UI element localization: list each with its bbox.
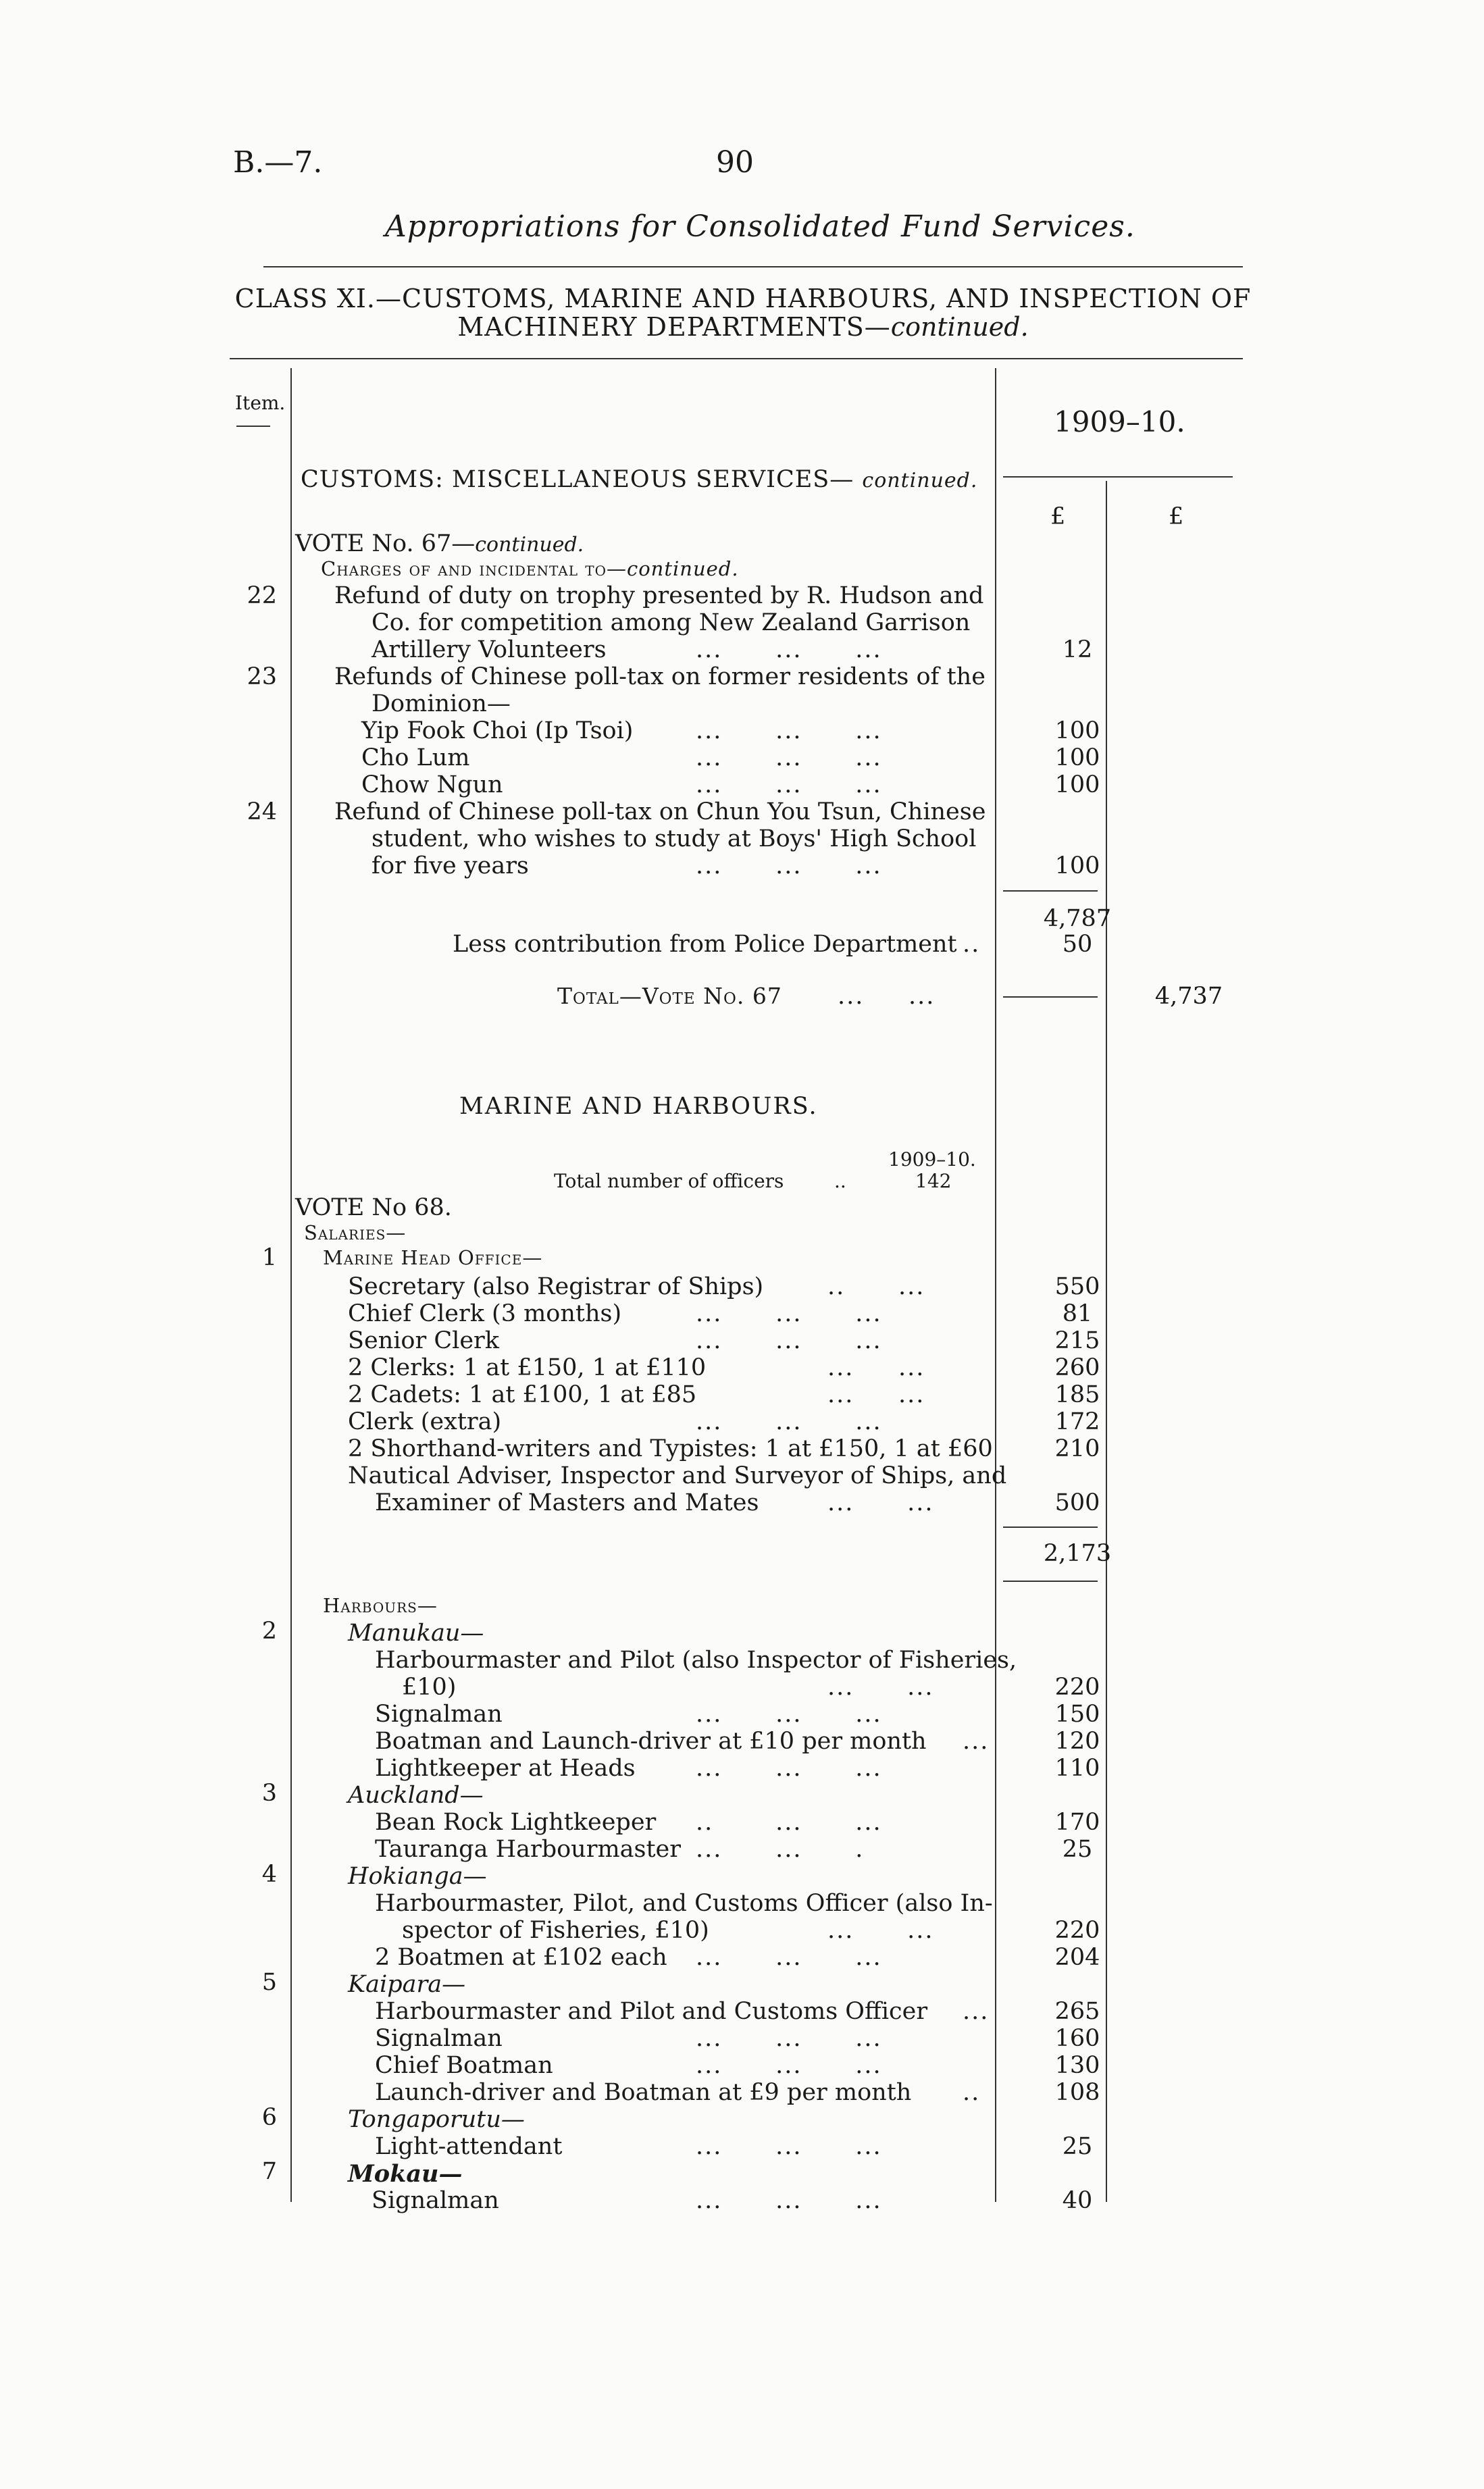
item-number: 5 bbox=[261, 1969, 277, 1996]
leader-dots: .. bbox=[963, 2079, 981, 2106]
amount: 150 bbox=[1054, 1701, 1100, 1728]
amount: 25 bbox=[1062, 2133, 1093, 2160]
amount: 260 bbox=[1054, 1354, 1100, 1381]
officers-label: Total number of officers bbox=[554, 1170, 784, 1192]
item-24-text-1: Refund of Chinese poll-tax on Chun You Tsun, Chinese bbox=[334, 798, 986, 825]
harbour-line: spector of Fisheries, £10) bbox=[402, 1917, 709, 1944]
leader-dots: ... ... bbox=[827, 1381, 925, 1408]
amount: 40 bbox=[1062, 2187, 1093, 2214]
class-heading-line1: CLASS XI.—CUSTOMS, MARINE AND HARBOURS, AND INSPECTION OF bbox=[234, 284, 1252, 313]
refund-person-2: Cho Lum bbox=[361, 744, 470, 771]
item-number: 24 bbox=[247, 798, 277, 825]
leader-dots: ... ... ... bbox=[696, 717, 882, 744]
leader-dots: ... ... . bbox=[696, 1836, 865, 1863]
item-column-label: Item. bbox=[235, 392, 286, 414]
amount: 108 bbox=[1054, 2079, 1100, 2106]
item-number: 6 bbox=[261, 2104, 277, 2131]
harbour-line: Harbourmaster, Pilot, and Customs Officer (also In- bbox=[375, 1890, 993, 1917]
amount: 170 bbox=[1054, 1809, 1100, 1836]
amount-column-rule bbox=[995, 368, 996, 2202]
leader-dots: ... ... bbox=[827, 1674, 934, 1701]
salary-line: Nautical Adviser, Inspector and Surveyor of Ships, and bbox=[348, 1462, 1007, 1489]
item-22-text-2: Co. for competition among New Zealand Garrison bbox=[372, 609, 971, 636]
harbour-line: Signalman bbox=[375, 1701, 503, 1728]
harbours-heading: Harbours— bbox=[323, 1594, 438, 1617]
harbour-line: Lightkeeper at Heads bbox=[375, 1755, 636, 1782]
amount: 12 bbox=[1062, 636, 1093, 663]
less-contribution-amount: 50 bbox=[1062, 931, 1093, 958]
title-rule bbox=[263, 266, 1243, 267]
amount: 25 bbox=[1062, 1836, 1093, 1863]
amount: 100 bbox=[1054, 771, 1100, 798]
amount: 550 bbox=[1054, 1273, 1100, 1300]
leader-dots: ... ... bbox=[838, 983, 936, 1010]
less-contribution-label: Less contribution from Police Department bbox=[453, 931, 957, 958]
harbour-name: Tongaporutu— bbox=[348, 2106, 525, 2133]
class-heading-line2: MACHINERY DEPARTMENTS—continued. bbox=[457, 312, 1029, 342]
item-number: 3 bbox=[261, 1780, 277, 1807]
leader-dots: ... ... ... bbox=[696, 2187, 882, 2214]
leader-dots: ... ... ... bbox=[696, 2052, 882, 2079]
vote-67-total-amount: 4,737 bbox=[1154, 983, 1223, 1010]
amount: 100 bbox=[1054, 852, 1100, 879]
amount: 81 bbox=[1062, 1300, 1093, 1327]
charges-heading: Charges of and incidental to—continued. bbox=[321, 557, 739, 580]
harbour-line: Launch-driver and Boatman at £9 per month bbox=[375, 2079, 912, 2106]
salary-line: Senior Clerk bbox=[348, 1327, 499, 1354]
harbour-name: Hokianga— bbox=[348, 1863, 487, 1890]
amount: 100 bbox=[1054, 717, 1100, 744]
salary-line: 2 Shorthand-writers and Typistes: 1 at £150, 1 at £60 bbox=[348, 1435, 993, 1462]
item-24-text-2: student, who wishes to study at Boys' High School bbox=[372, 825, 977, 852]
page-number: 90 bbox=[716, 145, 754, 180]
harbour-line: Signalman bbox=[372, 2187, 499, 2214]
amount: 220 bbox=[1054, 1917, 1100, 1944]
salary-line: 2 Clerks: 1 at £150, 1 at £110 bbox=[348, 1354, 707, 1381]
refund-person-1: Yip Fook Choi (Ip Tsoi) bbox=[361, 717, 634, 744]
leader-dots: ... ... ... bbox=[696, 1944, 882, 1971]
salary-line: Secretary (also Registrar of Ships) bbox=[348, 1273, 764, 1300]
refund-person-3: Chow Ngun bbox=[361, 771, 503, 798]
harbour-line: Bean Rock Lightkeeper bbox=[375, 1809, 657, 1836]
marine-head-office-heading: Marine Head Office— bbox=[323, 1246, 543, 1269]
leader-dots: ... ... ... bbox=[696, 852, 882, 879]
amount: 215 bbox=[1054, 1327, 1100, 1354]
item-number: 7 bbox=[261, 2158, 277, 2185]
leader-dots: ... ... ... bbox=[696, 2133, 882, 2160]
leader-dots: ... ... ... bbox=[696, 1408, 882, 1435]
item-22-text-3: Artillery Volunteers bbox=[372, 636, 607, 663]
amount: 110 bbox=[1054, 1755, 1100, 1782]
harbour-name: Mokau— bbox=[348, 2160, 463, 2188]
item-22-text-1: Refund of duty on trophy presented by R. Hudson and bbox=[334, 582, 984, 609]
harbour-line: Tauranga Harbourmaster bbox=[375, 1836, 681, 1863]
vote-67-heading: VOTE No. 67—continued. bbox=[295, 530, 584, 557]
amount: 265 bbox=[1054, 1998, 1100, 2025]
amount: 210 bbox=[1054, 1435, 1100, 1462]
amount: 500 bbox=[1054, 1489, 1100, 1516]
total-dash-rule bbox=[1003, 996, 1098, 998]
subtotal-rule bbox=[1003, 1526, 1098, 1528]
amount: 100 bbox=[1054, 744, 1100, 771]
salary-line: Chief Clerk (3 months) bbox=[348, 1300, 622, 1327]
harbour-line: Boatman and Launch-driver at £10 per month bbox=[375, 1728, 927, 1755]
item-number: 23 bbox=[247, 663, 277, 690]
harbour-line: Light-attendant bbox=[375, 2133, 563, 2160]
item-number: 4 bbox=[261, 1861, 277, 1888]
amount: 130 bbox=[1054, 2052, 1100, 2079]
salaries-heading: Salaries— bbox=[304, 1221, 407, 1244]
amount: 185 bbox=[1054, 1381, 1100, 1408]
year-heading: 1909–10. bbox=[1054, 405, 1185, 438]
leader-dots: ... ... ... bbox=[696, 744, 882, 771]
item-label-underline bbox=[236, 426, 270, 427]
salary-line: Examiner of Masters and Mates bbox=[375, 1489, 759, 1516]
harbour-name: Auckland— bbox=[348, 1782, 484, 1809]
amount: 204 bbox=[1054, 1944, 1100, 1971]
section-heading-customs: CUSTOMS: MISCELLANEOUS SERVICES— continued. bbox=[301, 466, 978, 493]
leader-dots: .. ... bbox=[827, 1273, 925, 1300]
leader-dots: ... bbox=[963, 1728, 990, 1755]
section-heading-marine: MARINE AND HARBOURS. bbox=[459, 1093, 818, 1120]
salary-line: Clerk (extra) bbox=[348, 1408, 502, 1435]
item-number: 1 bbox=[261, 1244, 277, 1271]
document-reference: B.—7. bbox=[233, 145, 323, 180]
amount: 160 bbox=[1054, 2025, 1100, 2052]
leader-dots: ... ... ... bbox=[696, 1701, 882, 1728]
amount: 120 bbox=[1054, 1728, 1100, 1755]
leader-dots: .. ... ... bbox=[696, 1809, 882, 1836]
subtotal-rule bbox=[1003, 890, 1098, 892]
subtotal-amount: 4,787 bbox=[1043, 905, 1112, 932]
vote-68-heading: VOTE No 68. bbox=[295, 1194, 452, 1221]
amount: 172 bbox=[1054, 1408, 1100, 1435]
page-title: Appropriations for Consolidated Fund Services. bbox=[385, 209, 1135, 244]
salary-line: 2 Cadets: 1 at £100, 1 at £85 bbox=[348, 1381, 697, 1408]
leader-dots: ... ... ... bbox=[696, 1755, 882, 1782]
subtotal-rule bbox=[1003, 1581, 1098, 1582]
item-23-text-2: Dominion— bbox=[372, 690, 511, 717]
leader-dots: ... bbox=[963, 1998, 990, 2025]
leader-dots: ... ... bbox=[827, 1354, 925, 1381]
leader-dots: ... ... bbox=[827, 1489, 934, 1516]
leader-dots: ... ... ... bbox=[696, 1327, 882, 1354]
harbour-line: Chief Boatman bbox=[375, 2052, 553, 2079]
item-number: 22 bbox=[247, 582, 277, 609]
head-office-total: 2,173 bbox=[1043, 1540, 1112, 1567]
item-number: 2 bbox=[261, 1618, 277, 1645]
harbour-name: Manukau— bbox=[348, 1620, 484, 1647]
pound-symbol-col2: £ bbox=[1169, 503, 1184, 530]
leader-dots: ... ... ... bbox=[696, 2025, 882, 2052]
item-24-text-3: for five years bbox=[372, 852, 529, 879]
harbour-line: £10) bbox=[402, 1674, 457, 1701]
vote-67-total-label: Total—Vote No. 67 bbox=[557, 983, 782, 1009]
harbour-name: Kaipara— bbox=[348, 1971, 466, 1998]
officers-count: 142 bbox=[915, 1170, 952, 1192]
item-23-text-1: Refunds of Chinese poll-tax on former residents of the bbox=[334, 663, 986, 690]
leader-dots: ... ... ... bbox=[696, 771, 882, 798]
leader-dots: .. bbox=[834, 1170, 846, 1192]
amount: 220 bbox=[1054, 1674, 1100, 1701]
header-rule bbox=[230, 358, 1243, 359]
leader-dots: ... ... ... bbox=[696, 636, 882, 663]
item-column-rule bbox=[290, 368, 292, 2202]
harbour-line: Signalman bbox=[375, 2025, 503, 2052]
leader-dots: ... ... bbox=[827, 1917, 934, 1944]
leader-dots: .. bbox=[963, 931, 981, 958]
leader-dots: ... ... ... bbox=[696, 1300, 882, 1327]
harbour-line: 2 Boatmen at £102 each bbox=[375, 1944, 667, 1971]
officers-year: 1909–10. bbox=[888, 1148, 976, 1171]
year-underline bbox=[1003, 476, 1233, 478]
harbour-line: Harbourmaster and Pilot (also Inspector of Fisheries, bbox=[375, 1647, 1017, 1674]
pound-symbol-col1: £ bbox=[1050, 503, 1066, 530]
harbour-line: Harbourmaster and Pilot and Customs Officer bbox=[375, 1998, 928, 2025]
